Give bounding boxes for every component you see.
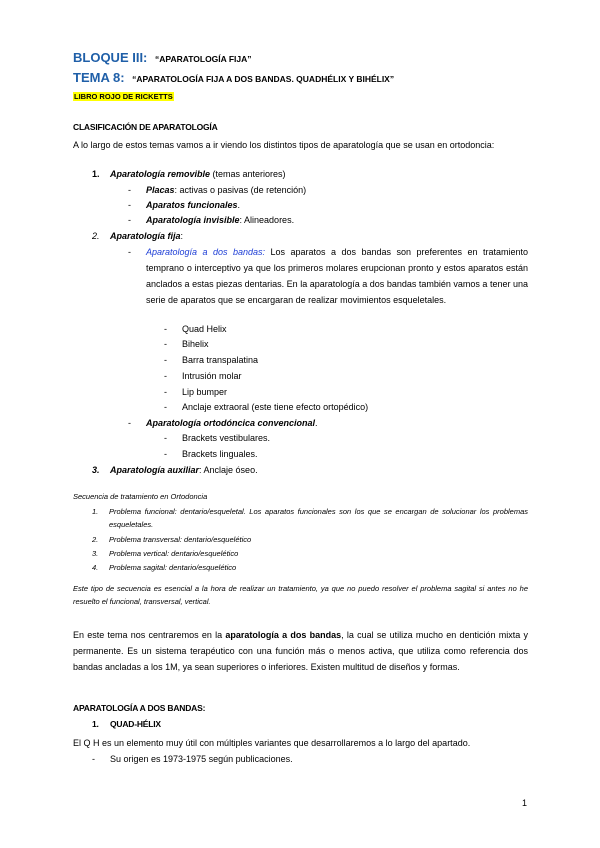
quad-helix-heading: 1. QUAD-HÉLIX [92,719,161,729]
tema-title: “APARATOLOGÍA FIJA A DOS BANDAS. QUADHÉLIX Y BIHÉLIX” [132,74,395,84]
sub-item-intrusion: - Intrusión molar [164,371,242,381]
sub-item-vestibulares: - Brackets vestibulares. [164,433,271,443]
tema-heading [73,70,394,85]
list-item-invisible: - Aparatología invisible: Alineadores. [128,215,295,225]
bloque-label: BLOQUE III: [73,50,148,65]
clasificacion-intro: A lo largo de estos temas vamos a ir viendo los distintos tipos de aparatología que se usan en ortodoncia: [73,140,495,150]
sub-item-barra: - Barra transpalatina [164,355,259,365]
list-item-fija: 2. Aparatología fija: [92,231,184,241]
secuencia-item-2: 2. Problema transversal: dentario/esquelético [92,535,252,544]
sub-item-anclaje: - Anclaje extraoral (este tiene efecto ortopédico) [164,402,369,412]
dos-bandas-paragraph: Aparatología a dos bandas: Los aparatos a dos bandas son preferentes en tratamiento temprano o interceptivo ya que los primeros molares erupcionan pronto y estos aparatos están anclados a estas piezas dentarias. En la aparatología a dos bandas también vamos a tener una serie de aparatos que se encargaran de realizar movimientos esqueletales. [146,247,528,305]
secuencia-item-4: 4. Problema sagital: dentario/esquelético [92,563,237,572]
tema-label: TEMA 8: [73,70,125,85]
secuencia-note: Este tipo de secuencia es esencial a la hora de realizar un tratamiento, ya que no puedo resolver el problema sagital si antes no he resuelto el funcional, transversal, vertical. [73,584,528,606]
list-item-removible: 1. Aparatología removible (temas anteriores) [92,169,286,179]
secuencia-item-3: 3. Problema vertical: dentario/esquelético [92,549,239,558]
quad-helix-bullet: - Su origen es 1973-1975 según publicaciones. [92,754,293,764]
list-item-convencional: - Aparatología ortodóncica convencional. [128,418,318,428]
sub-item-lip-bumper: - Lip bumper [164,387,228,397]
clasificacion-title: CLASIFICACIÓN DE APARATOLOGÍA [73,122,218,132]
sub-item-linguales: - Brackets linguales. [164,449,258,459]
list-item-placas: - Placas: activas o pasivas (de retención) [128,185,307,195]
tema-intro-paragraph: En este tema nos centraremos en la aparatología a dos bandas, la cual se utiliza mucho en dentición mixta y permanente. Es un sistema terapéutico con una función más o menos activa, que utiliza como referencia dos bandas ancladas a los 1M, ya sean superiores o inferiores. Existen multitud de diseños y formas. [73,630,529,672]
secuencia-item-1: 1. Problema funcional: dentario/esqueletal. Los aparatos funcionales son los que se encargan de solucionar los problemas esqueletales. [92,507,528,529]
sub-item-bihelix: - Bihelix [164,339,209,349]
quad-helix-text: El Q H es un elemento muy útil con múltiples variantes que desarrollaremos a lo largo del apartado. [73,738,471,748]
list-item-auxiliar: 3. Aparatología auxiliar: Anclaje óseo. [92,465,258,475]
dos-bandas-section-title: APARATOLOGÍA A DOS BANDAS: [73,703,206,713]
page-number: 1 [521,798,527,808]
bloque-heading [73,50,252,65]
list-item-funcionales: - Aparatos funcionales. [128,200,241,210]
libro-highlight: LIBRO ROJO DE RICKETTS [74,92,173,101]
bullet-dash: - [128,247,131,257]
sub-item-quad-helix: - Quad Helix [164,324,227,334]
secuencia-title: Secuencia de tratamiento en Ortodoncia [73,492,208,501]
bloque-title: “APARATOLOGÍA FIJA” [155,54,252,64]
